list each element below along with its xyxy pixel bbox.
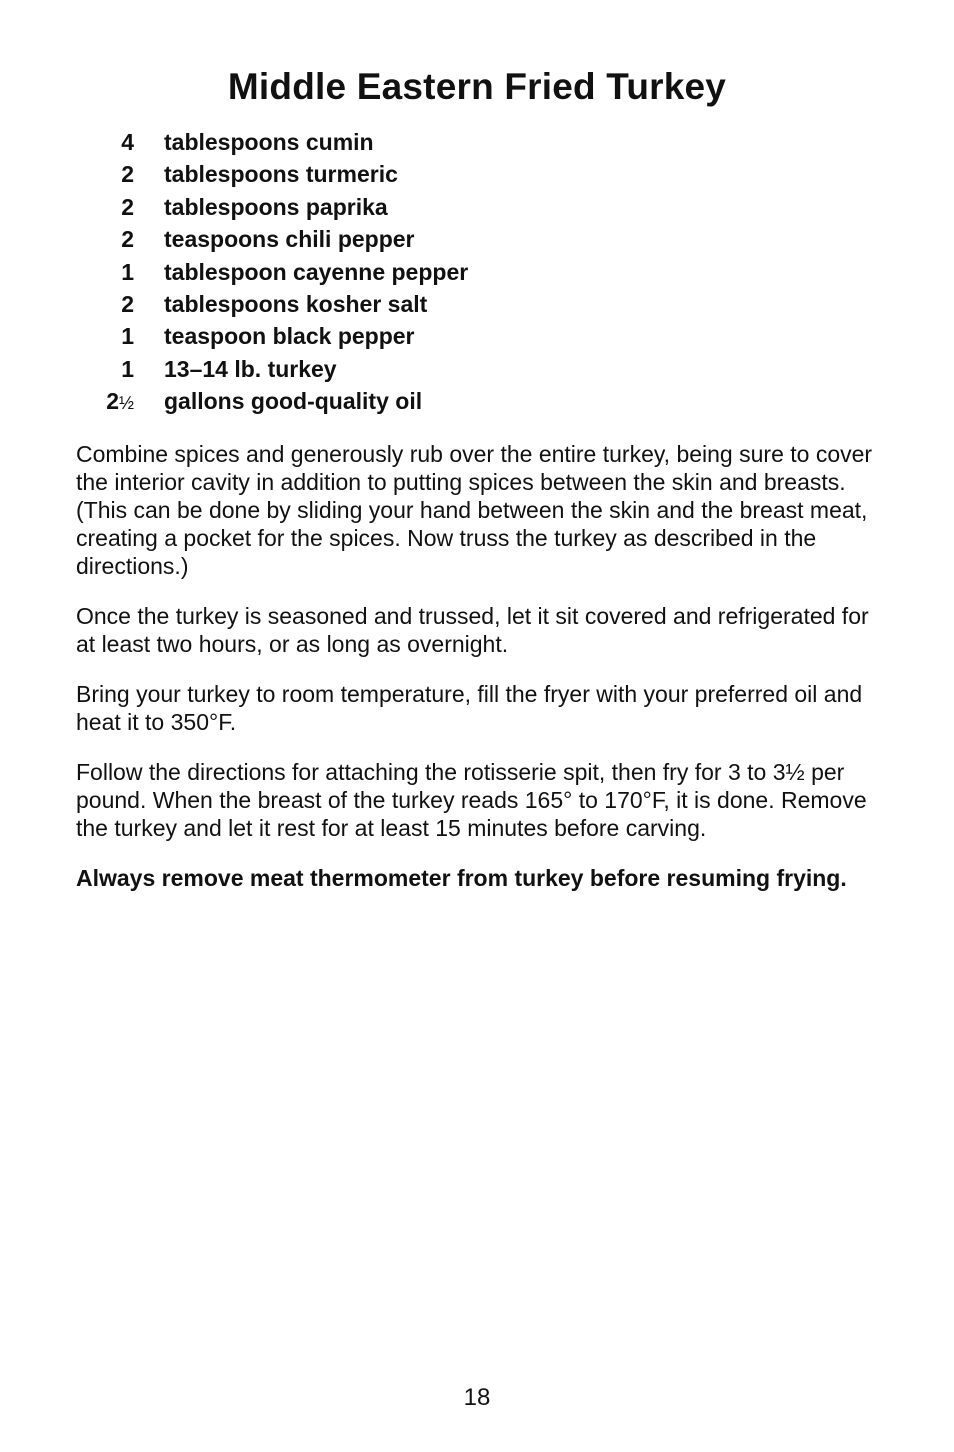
ingredient-quantity: 1 [121,355,134,382]
ingredient-quantity: 2 [121,161,134,188]
safety-warning: Always remove meat thermometer from turkey before resuming frying. [76,865,847,891]
ingredient-quantity: 2 [121,290,134,317]
ingredient-name: tablespoons kosher salt [164,290,428,317]
page-title: Middle Eastern Fried Turkey [227,66,727,107]
ingredient-name: teaspoon black pepper [164,323,415,350]
ingredient-name: tablespoons paprika [164,193,388,220]
ingredient-quantity: 4 [121,129,134,155]
instruction-paragraph: Bring your turkey to room temperature, fill the fryer with your preferred oil and heat it to 350°F. [76,681,863,735]
page-number: 18 [463,1384,491,1411]
ingredient-quantity: 1 [121,323,134,350]
instruction-paragraph: Follow the directions for attaching the rotisserie spit, then fry for 3 to 3½ per pound. When the breast of the turkey reads 165° to 170°F, it is done. Remove the turkey and let it rest for at least 15 minutes before carving. [76,759,867,841]
ingredient-quantity: 2 [121,226,134,253]
ingredient-quantity: 2 [121,193,134,220]
ingredient-name: gallons good-quality oil [164,388,423,415]
ingredient-name: teaspoons chili pepper [164,226,415,253]
ingredient-quantity: 2½ [106,388,134,415]
ingredient-name: 13–14 lb. turkey [164,355,337,382]
instructions [76,440,886,914]
ingredient-name: tablespoons cumin [164,129,374,155]
instruction-paragraph: Combine spices and generously rub over the entire turkey, being sure to cover the interior cavity in addition to putting spices between the skin and breasts. (This can be done by sliding your hand between the skin and the breast meat, creating a pocket for the spices. Now truss the turkey as described in the directions.) [76,441,873,579]
instruction-paragraph: Once the turkey is seasoned and trussed, let it sit covered and refrigerated for at least two hours, or as long as overnight. [76,603,869,657]
ingredient-name: tablespoons turmeric [164,161,398,188]
ingredient-name: tablespoon cayenne pepper [164,258,469,285]
ingredient-quantity: 1 [121,258,134,285]
